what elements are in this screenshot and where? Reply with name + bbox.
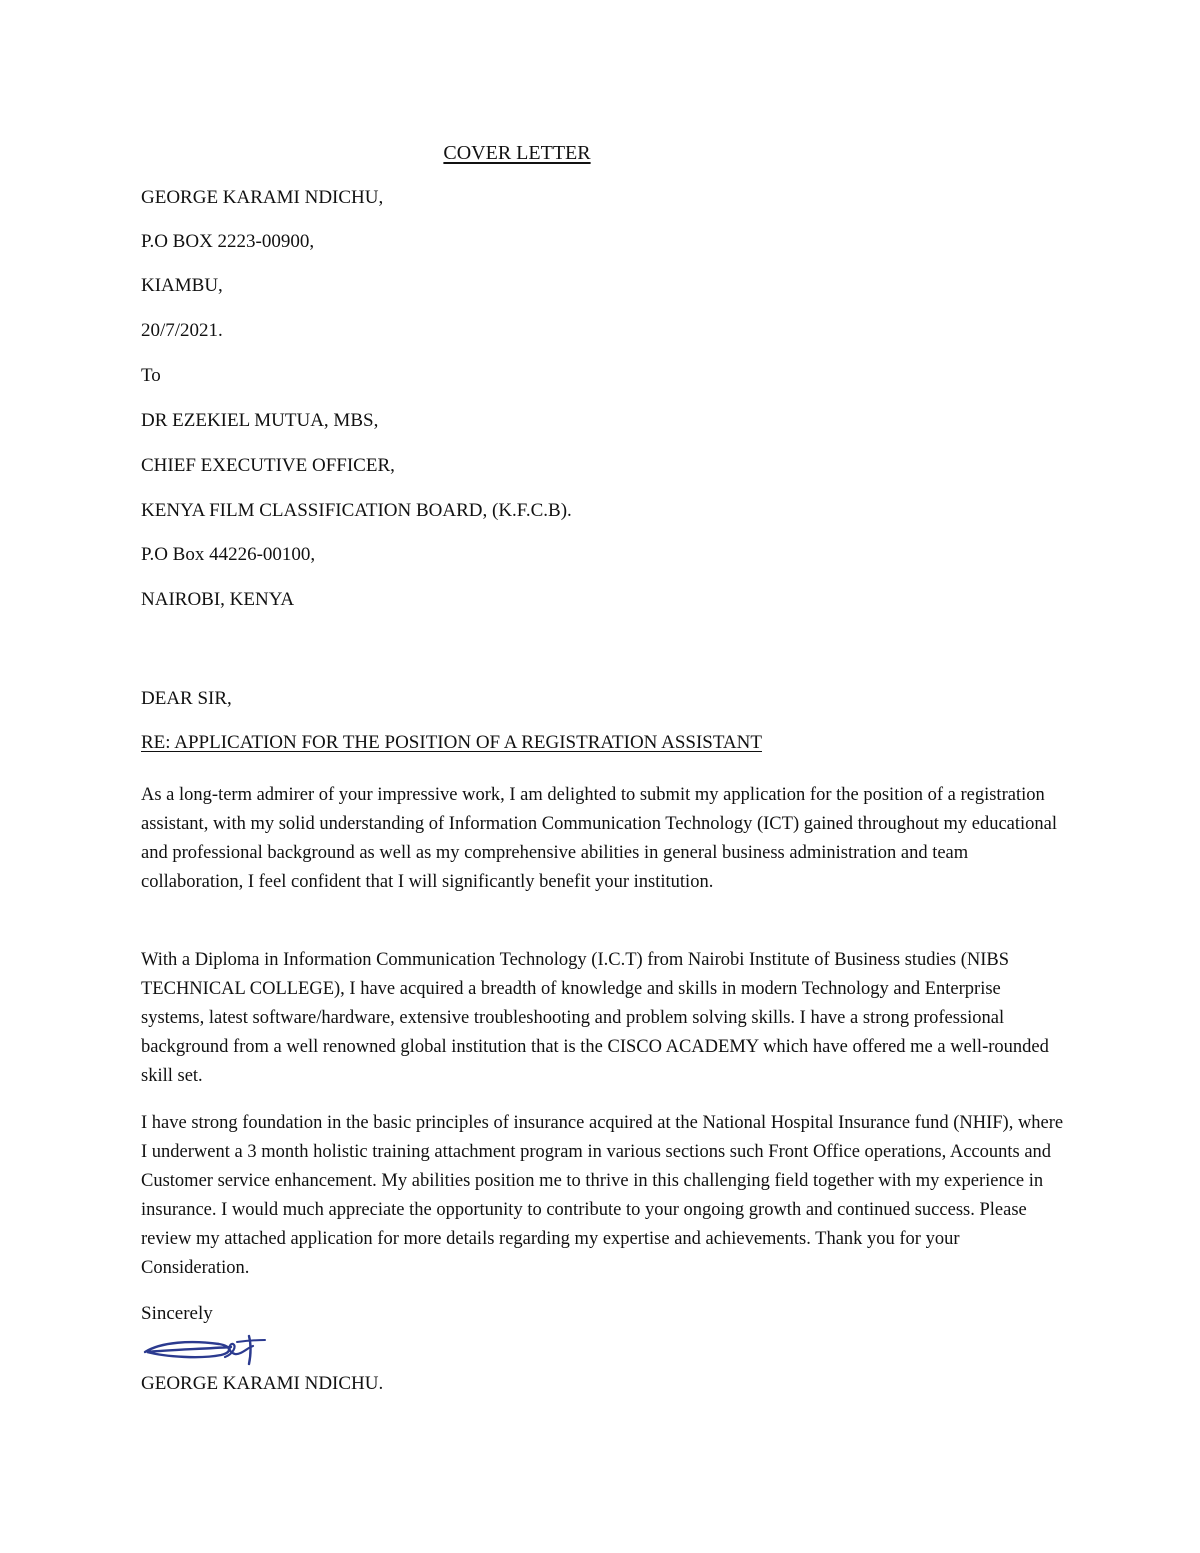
signature-stroke-main (145, 1342, 231, 1357)
to-label: To (141, 365, 161, 386)
closing: Sincerely (141, 1303, 213, 1324)
recipient-title: CHIEF EXECUTIVE OFFICER, (141, 455, 395, 476)
handwritten-signature (141, 1330, 271, 1366)
letter-date: 20/7/2021. (141, 320, 223, 341)
recipient-organization: KENYA FILM CLASSIFICATION BOARD, (K.F.C.B). (141, 500, 572, 521)
body-paragraph-3: I have strong foundation in the basic principles of insurance acquired at the National Hospital Insurance fund (NHIF), where I underwent a 3 month holistic training attachment program in various sections such Front Office operations, Accounts and Customer service enhancement. My abilities position me to thrive in this challenging field together with my experience in insurance. I would much appreciate the opportunity to contribute to your ongoing growth and continued success. Please review my attached application for more details regarding my expertise and achievements. Thank you for your Consideration. (141, 1113, 1064, 1278)
letter-title: COVER LETTER (443, 142, 591, 164)
recipient-name: DR EZEKIEL MUTUA, MBS, (141, 410, 379, 431)
signature-stroke-loop (225, 1344, 253, 1357)
recipient-po-box: P.O Box 44226-00100, (141, 544, 316, 565)
body-paragraph-2: With a Diploma in Information Communication Technology (I.C.T) from Nairobi Institute of Business studies (NIBS TECHNICAL COLLEGE), I have acquired a breadth of knowledge and skills in modern Technology and Enterprise systems, latest software/hardware, extensive troubleshooting and problem solving skills. I have a strong professional background from a well renowned global institution that is the CISCO ACADEMY which have offered me a well-rounded skill set. (141, 950, 1049, 1086)
sender-po-box: P.O BOX 2223-00900, (141, 231, 315, 252)
recipient-city: NAIROBI, KENYA (141, 589, 295, 610)
signoff-name: GEORGE KARAMI NDICHU. (141, 1373, 384, 1394)
sender-town: KIAMBU, (141, 275, 223, 296)
salutation: DEAR SIR, (141, 688, 232, 709)
sender-name: GEORGE KARAMI NDICHU, (141, 187, 384, 208)
subject-line: RE: APPLICATION FOR THE POSITION OF A REGISTRATION ASSISTANT (141, 732, 762, 753)
body-paragraph-1: As a long-term admirer of your impressive work, I am delighted to submit my application for the position of a registration assistant, with my solid understanding of Information Communication Technology (ICT) gained throughout my educational and professional background as well as my comprehensive abilities in general business administration and team collaboration, I feel confident that I will significantly benefit your institution. (141, 785, 1058, 892)
